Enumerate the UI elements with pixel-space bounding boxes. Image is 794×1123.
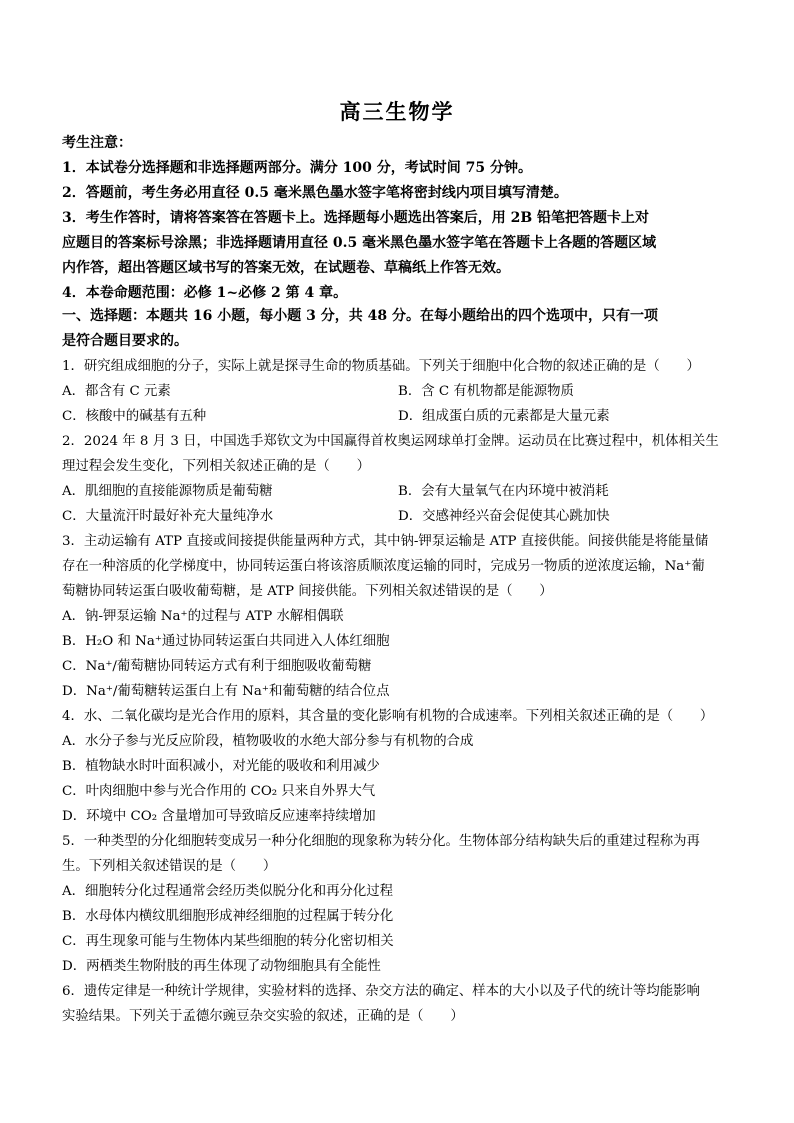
option-c: C．叶肉细胞中参与光合作用的 CO₂ 只来自外界大气	[62, 784, 376, 799]
question-stem-cont: 存在一种溶质的化学梯度中，协同转运蛋白将该溶质顺浓度运输的同时，完成另一物质的逆浓度运输，Na⁺葡	[62, 559, 705, 574]
option-a: A．都含有 C 元素	[62, 384, 171, 399]
notice-item: 应题目的答案标号涂黑；非选择题请用直径 0.5 毫米黑色墨水签字笔在答题卡上各题的答题区域	[62, 235, 657, 251]
option-d: D．Na⁺/葡萄糖转运蛋白上有 Na⁺和葡萄糖的结合位点	[62, 684, 390, 699]
notice-heading: 考生注意：	[62, 135, 132, 151]
option-d: D．环境中 CO₂ 含量增加可导致暗反应速率持续增加	[62, 809, 376, 824]
option-c: C．Na⁺/葡萄糖协同转运方式有利于细胞吸收葡萄糖	[62, 659, 372, 674]
option-a: A．肌细胞的直接能源物质是葡萄糖	[62, 484, 273, 499]
question-stem: 6．遗传定律是一种统计学规律，实验材料的选择、杂交方法的确定、样本的大小以及子代的统计等均能影响	[62, 984, 700, 999]
option-b: B．H₂O 和 Na⁺通过协同转运蛋白共同进入人体红细胞	[62, 634, 390, 649]
option-d: D．交感神经兴奋会促使其心跳加快	[398, 509, 610, 524]
question-stem-cont: 实验结果。下列关于孟德尔豌豆杂交实验的叙述，正确的是（ ）	[62, 1009, 464, 1024]
question-stem: 3．主动运输有 ATP 直接或间接提供能量两种方式，其中钠-钾泵运输是 ATP 直接供能。间接供能是将能量储	[62, 534, 709, 549]
notice-item: 1．本试卷分选择题和非选择题两部分。满分 100 分，考试时间 75 分钟。	[62, 160, 532, 176]
question-stem-cont: 理过程会发生变化，下列相关叙述正确的是（ ）	[62, 459, 370, 474]
option-c: C．再生现象可能与生物体内某些细胞的转分化密切相关	[62, 934, 394, 949]
option-d: D．两栖类生物附肢的再生体现了动物细胞具有全能性	[62, 959, 381, 974]
notice-item: 2．答题前，考生务必用直径 0.5 毫米黑色墨水签字笔将密封线内项目填写清楚。	[62, 185, 568, 201]
option-a: A．细胞转分化过程通常会经历类似脱分化和再分化过程	[62, 884, 394, 899]
option-b: B．植物缺水时叶面积减小，对光能的吸收和利用减少	[62, 759, 380, 774]
notice-item: 4．本卷命题范围：必修 1~必修 2 第 4 章。	[62, 285, 348, 301]
notice-item: 3．考生作答时，请将答案答在答题卡上。选择题每小题选出答案后，用 2B 铅笔把答题卡上对	[62, 210, 650, 226]
option-b: B．会有大量氧气在内环境中被消耗	[398, 484, 609, 499]
option-a: A．水分子参与光反应阶段，植物吸收的水绝大部分参与有机物的合成	[62, 734, 474, 749]
option-c: C．核酸中的碱基有五种	[62, 409, 207, 424]
notice-item: 内作答，超出答题区域书写的答案无效，在试题卷、草稿纸上作答无效。	[62, 260, 510, 276]
question-stem: 1．研究组成细胞的分子，实际上就是探寻生命的物质基础。下列关于细胞中化合物的叙述正确的是（ ）	[62, 359, 700, 374]
option-b: B．水母体内横纹肌细胞形成神经细胞的过程属于转分化	[62, 909, 394, 924]
option-c: C．大量流汗时最好补充大量纯净水	[62, 509, 274, 524]
section-heading: 一、选择题：本题共 16 小题，每小题 3 分，共 48 分。在每小题给出的四个选项中，只有一项	[62, 308, 658, 324]
page-title: 高三生物学	[339, 99, 455, 124]
question-stem: 4．水、二氧化碳均是光合作用的原料，其含量的变化影响有机物的合成速率。下列相关叙述正确的是（ ）	[62, 709, 714, 724]
question-stem-cont: 萄糖协同转运蛋白吸收葡萄糖，是 ATP 间接供能。下列相关叙述错误的是（ ）	[62, 584, 553, 599]
question-stem: 2．2024 年 8 月 3 日，中国选手郑钦文为中国赢得首枚奥运网球单打金牌。运动员在比赛过程中，机体相关生	[62, 434, 719, 449]
question-stem: 5．一种类型的分化细胞转变成另一种分化细胞的现象称为转分化。生物体部分结构缺失后的重建过程称为再	[62, 834, 700, 849]
section-heading-cont: 是符合题目要求的。	[62, 333, 188, 349]
question-stem-cont: 生。下列相关叙述错误的是（ ）	[62, 859, 277, 874]
option-d: D．组成蛋白质的元素都是大量元素	[398, 409, 610, 424]
option-b: B．含 C 有机物都是能源物质	[398, 384, 574, 399]
option-a: A．钠-钾泵运输 Na⁺的过程与 ATP 水解相偶联	[62, 609, 344, 624]
